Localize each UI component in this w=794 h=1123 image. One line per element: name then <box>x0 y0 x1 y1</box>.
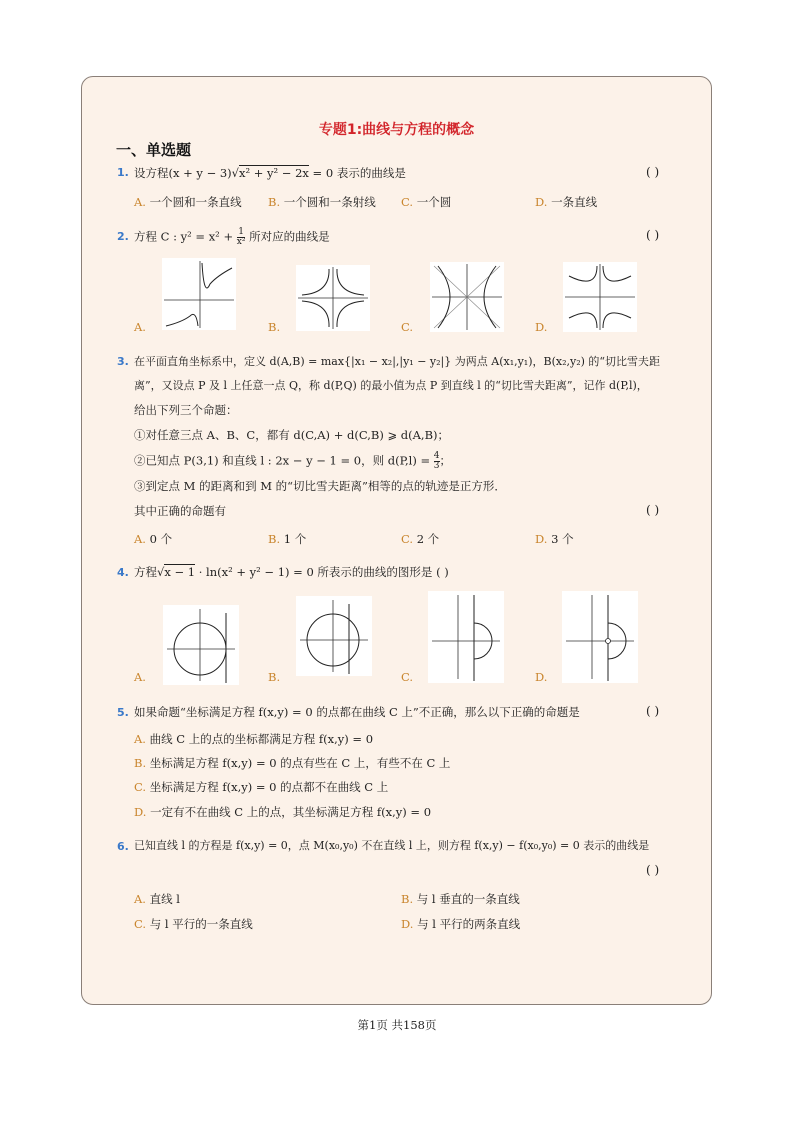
q3-item1: ①对任意三点 A、B、C，都有 d(C,A) + d(C,B) ⩾ d(A,B)； <box>134 428 450 442</box>
answer-paren: ( ) <box>646 228 660 242</box>
worksheet-card <box>81 76 712 1005</box>
question-number: 5. <box>117 706 129 719</box>
page-footer: 第1页 共158页 <box>357 1018 437 1032</box>
option-b: B. 坐标满足方程 f(x,y) = 0 的点有些在 C 上，有些不在 C 上 <box>134 756 451 770</box>
option-a: A. <box>134 320 146 334</box>
q3-line1: 在平面直角坐标系中，定义 d(A,B) = max{|x₁ − x₂|,|y₁ − y₂|} 为两点 A(x₁,y₁)，B(x₂,y₂) 的“切比雪夫距 <box>134 355 661 368</box>
graph-d-image <box>562 591 638 683</box>
q2-post: 所对应的曲线是 <box>245 229 330 244</box>
option-c: C. <box>401 320 414 334</box>
graph-b-image <box>296 596 372 676</box>
graph-c-image <box>430 262 504 332</box>
option-a: A. 一个圆和一条直线 <box>134 195 242 209</box>
option-b: B. 一个圆和一条射线 <box>268 195 376 209</box>
option-d: D. 一定有不在曲线 C 上的点，其坐标满足方程 f(x,y) = 0 <box>134 805 432 819</box>
graph-a-image <box>163 605 239 685</box>
option-c: C. 与 l 平行的一条直线 <box>134 917 253 931</box>
question-stem: 如果命题“坐标满足方程 f(x,y) = 0 的点都在曲线 C 上”不正确，那么以下正确的命题是 <box>134 705 580 719</box>
answer-paren: ( ) <box>646 863 660 877</box>
option-b: B. 1 个 <box>268 532 307 546</box>
option-b: B. <box>268 670 281 684</box>
option-d: D. 3 个 <box>535 532 574 546</box>
graph-c-image <box>428 591 504 683</box>
fraction: $\frac{4}{3}$ <box>433 451 440 471</box>
answer-paren: ( ) <box>646 503 660 517</box>
sqrt-sign: √ <box>157 565 165 579</box>
graph-d-image <box>563 262 637 332</box>
q4-pre: 方程 <box>134 565 157 579</box>
graph-a-image <box>162 258 236 330</box>
option-d: D. 一条直线 <box>535 195 598 209</box>
question-stem <box>134 564 449 580</box>
option-a: A. 直线 l <box>134 892 180 906</box>
option-b: B. <box>268 320 281 334</box>
option-d: D. 与 l 平行的两条直线 <box>401 917 521 931</box>
question-number: 3. <box>117 355 129 368</box>
question-number: 4. <box>117 566 129 579</box>
option-c: C. 2 个 <box>401 532 440 546</box>
option-c: C. 坐标满足方程 f(x,y) = 0 的点都不在曲线 C 上 <box>134 780 389 794</box>
page-title: 专题1:曲线与方程的概念 <box>318 122 475 138</box>
answer-paren: ( ) <box>646 704 660 718</box>
question-number: 2. <box>117 230 129 243</box>
option-d: D. <box>535 670 548 684</box>
option-a: A. 0 个 <box>134 532 173 546</box>
option-d: D. <box>535 320 548 334</box>
q1-expr: (x + y − 3) <box>168 166 232 180</box>
q1-post: = 0 表示的曲线是 <box>308 166 406 180</box>
q3-item2: ②已知点 P(3,1) 和直线 l : 2x − y − 1 = 0，则 d(P,l) = $\frac{4}{3}$ ； <box>134 451 452 471</box>
fraction: $\frac{1}{\text{x²}}$ <box>236 227 246 247</box>
answer-paren: ( ) <box>646 165 660 179</box>
graph-b-image <box>296 265 370 331</box>
option-a: A. <box>134 670 146 684</box>
q3-line2: 离”，又设点 P 及 l 上任意一点 Q，称 d(P,Q) 的最小值为点 P 到直线 l 的“切比雪夫距离”，记作 d(P,l)， <box>134 379 648 392</box>
q2-pre: 方程 C : y² = x² + <box>134 229 237 244</box>
sqrt-sign: √ <box>231 166 239 180</box>
q3-line3: 给出下列三个命题： <box>134 403 238 417</box>
q3-ask: 其中正确的命题有 <box>134 504 226 518</box>
option-a: A. 曲线 C 上的点的坐标都满足方程 f(x,y) = 0 <box>134 732 374 746</box>
option-c: C. <box>401 670 414 684</box>
question-stem: 已知直线 l 的方程是 f(x,y) = 0，点 M(x₀,y₀) 不在直线 l 上，则方程 f(x,y) − f(x₀,y₀) = 0 表示的曲线是 <box>134 839 650 852</box>
q4-post: · ln(x² + y² − 1) = 0 所表示的曲线的图形是 ( ) <box>195 565 449 579</box>
section-heading: 一、单选题 <box>116 141 192 159</box>
option-c: C. 一个圆 <box>401 195 452 209</box>
q4-radicand: x − 1 <box>164 565 196 579</box>
option-b: B. 与 l 垂直的一条直线 <box>401 892 520 906</box>
q1-radicand: x² + y² − 2x <box>239 166 309 180</box>
question-number: 6. <box>117 840 129 853</box>
q1-pre: 设方程 <box>134 166 169 180</box>
q3-item3: ③到定点 M 的距离和到 M 的“切比雪夫距离”相等的点的轨迹是正方形． <box>134 479 506 493</box>
question-number: 1. <box>117 166 129 179</box>
question-stem <box>134 228 330 247</box>
question-stem <box>134 165 406 181</box>
